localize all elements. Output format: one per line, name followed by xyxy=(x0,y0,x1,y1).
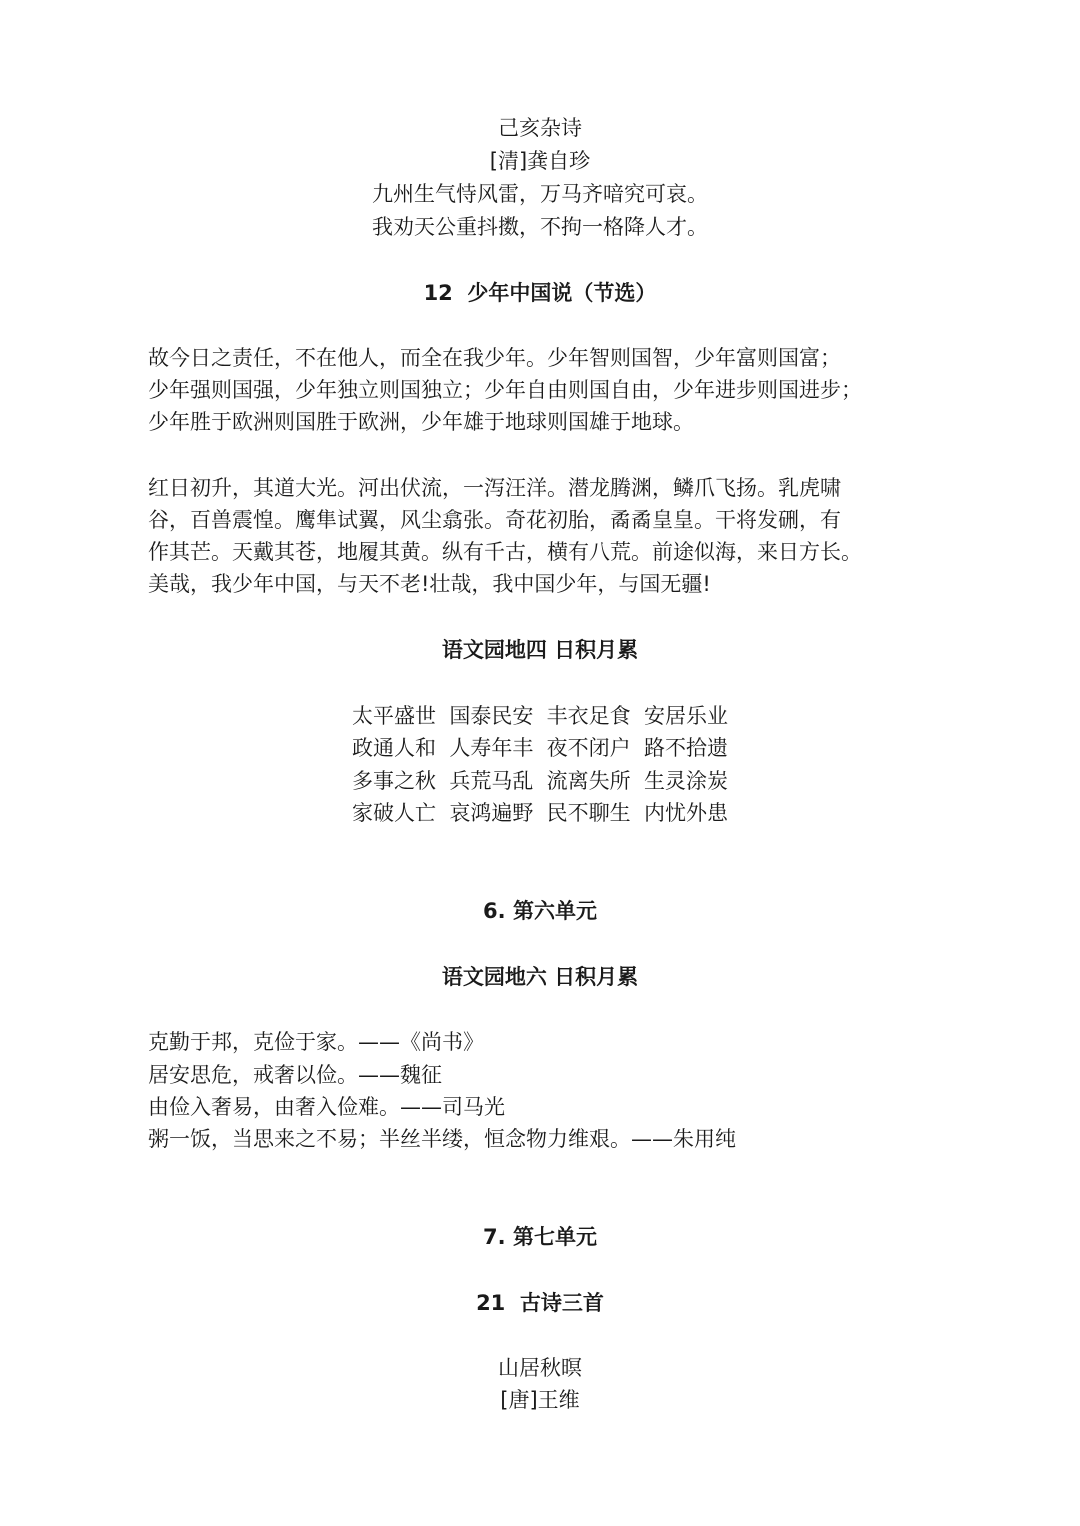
paragraph-line: 故今日之责任，不在他人，而全在我少年。少年智则国智，少年富则国富； xyxy=(148,346,841,370)
section-heading: 语文园地六 日积月累 xyxy=(441,965,639,989)
paragraph-line: 美哉，我少年中国，与天不老!壮哉，我中国少年，与国无疆! xyxy=(148,572,711,596)
poem-title: 山居秋暝 xyxy=(498,1356,582,1380)
poem-line: 我劝天公重抖擞，不拘一格降人才。 xyxy=(372,215,708,239)
poem-line: 九州生气恃风雷，万马齐喑究可哀。 xyxy=(372,182,708,206)
idiom-line: 家破人亡 哀鸿遍野 民不聊生 内忧外患 xyxy=(351,801,729,825)
quote-line: 由俭入奢易，由奢入俭难。——司马光 xyxy=(148,1095,505,1119)
idiom-line: 多事之秋 兵荒马乱 流离失所 生灵涂炭 xyxy=(351,769,729,793)
idiom-line: 政通人和 人寿年丰 夜不闭户 路不拾遗 xyxy=(351,736,729,760)
unit-heading: 6. 第六单元 xyxy=(483,899,597,923)
paragraph-line: 少年胜于欧洲则国胜于欧洲，少年雄于地球则国雄于地球。 xyxy=(148,410,694,434)
unit-heading: 7. 第七单元 xyxy=(483,1225,597,1249)
poem-author: [清]龚自珍 xyxy=(489,149,591,173)
paragraph-line: 少年强则国强，少年独立则国独立；少年自由则国自由，少年进步则国进步； xyxy=(148,378,862,402)
paragraph-line: 红日初升，其道大光。河出伏流，一泻汪洋。潜龙腾渊，鳞爪飞扬。乳虎啸 xyxy=(148,476,841,500)
section-heading: 21 古诗三首 xyxy=(476,1291,604,1315)
quote-line: 粥一饭，当思来之不易；半丝半缕，恒念物力维艰。——朱用纯 xyxy=(148,1127,736,1151)
section-heading: 语文园地四 日积月累 xyxy=(441,638,639,662)
poem-author: [唐]王维 xyxy=(500,1388,580,1412)
quote-line: 克勤于邦，克俭于家。——《尚书》 xyxy=(148,1030,484,1054)
section-heading: 12 少年中国说（节选） xyxy=(423,281,657,305)
idiom-line: 太平盛世 国泰民安 丰衣足食 安居乐业 xyxy=(351,704,729,728)
poem-title: 己亥杂诗 xyxy=(498,116,582,140)
paragraph-line: 谷，百兽震惶。鹰隼试翼，风尘翕张。奇花初胎，矞矞皇皇。干将发硎，有 xyxy=(148,508,841,532)
paragraph-line: 作其芒。天戴其苍，地履其黄。纵有千古，横有八荒。前途似海，来日方长。 xyxy=(148,540,862,564)
quote-line: 居安思危，戒奢以俭。——魏征 xyxy=(148,1063,442,1087)
